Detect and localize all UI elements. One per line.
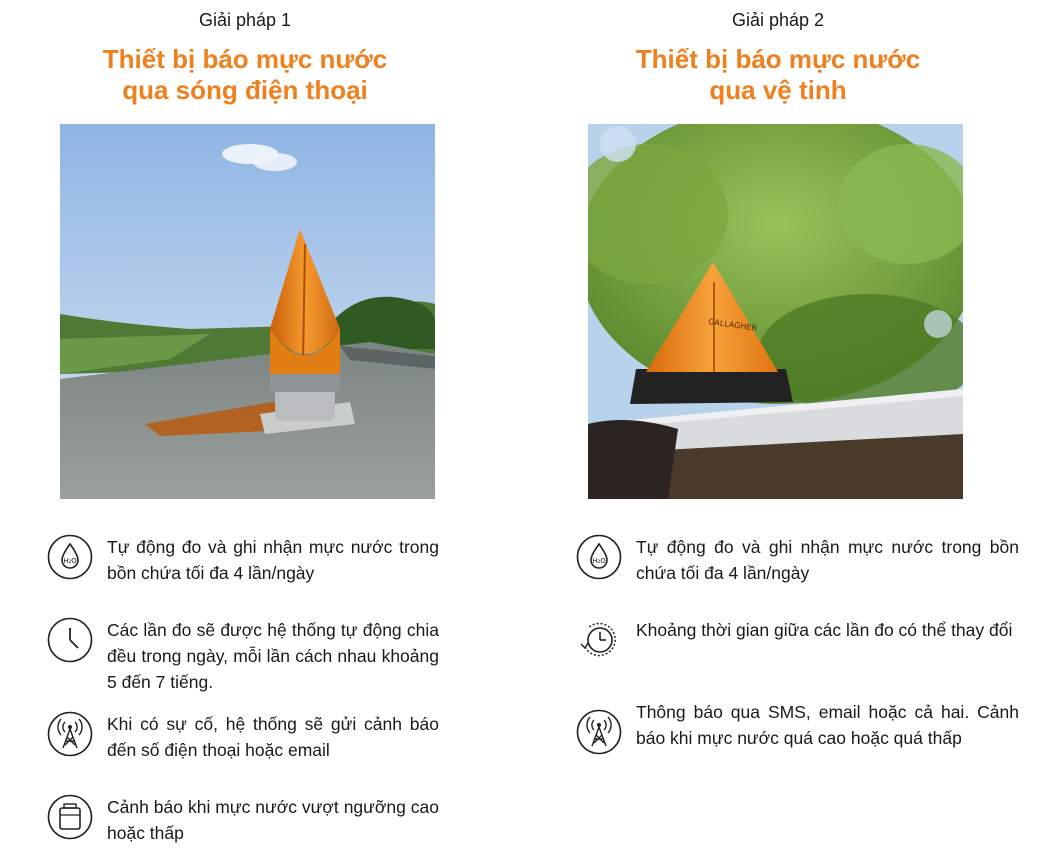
solution-title [0, 44, 490, 106]
water-drop-h2o-icon [576, 534, 622, 580]
feature-item [576, 617, 1019, 663]
feature-text: Khoảng thời gian giữa các lần đo có thể thay đổi [636, 620, 1013, 640]
water-drop-h2o-icon [47, 534, 93, 580]
signal-tower-icon [47, 711, 93, 757]
clock-refresh-icon [576, 617, 622, 663]
title-line-1: Thiết bị báo mực nước [102, 44, 388, 74]
svg-text:GALLAGHER: GALLAGHER [707, 317, 758, 333]
feature-text: Các lần đo sẽ được hệ thống tự động chia đều trong ngày, mỗi lần cách nhau khoảng 5 đến 7 tiếng. [107, 620, 439, 692]
feature-item [47, 794, 439, 846]
svg-text:H₂O: H₂O [63, 557, 77, 565]
device-photo-satellite [588, 124, 963, 499]
signal-tower-icon [576, 709, 622, 755]
title-line-2: qua vệ tinh [709, 75, 847, 105]
feature-item [576, 534, 1019, 586]
solution-label: Giải pháp 2 [731, 10, 825, 30]
title-line-1: Thiết bị báo mực nước [635, 44, 921, 74]
svg-text:H₂O: H₂O [592, 557, 606, 565]
feature-text: Khi có sự cố, hệ thống sẽ gửi cảnh báo đến số điện thoại hoặc email [107, 714, 439, 760]
feature-item [47, 534, 439, 586]
feature-text: Thông báo qua SMS, email hoặc cả hai. Cảnh báo khi mực nước quá cao hoặc quá thấp [636, 702, 1019, 748]
feature-item [47, 711, 439, 763]
clock-icon [47, 617, 93, 663]
feature-text: Tự động đo và ghi nhận mực nước trong bồn chứa tối đa 4 lần/ngày [107, 537, 439, 583]
feature-item [47, 617, 439, 695]
feature-item [576, 699, 1019, 755]
title-line-2: qua sóng điện thoại [122, 75, 368, 105]
water-tank-icon [47, 794, 93, 840]
feature-text: Cảnh báo khi mực nước vượt ngưỡng cao hoặc thấp [107, 797, 439, 843]
device-photo-cellular [60, 124, 435, 499]
solution-title [528, 44, 1028, 106]
feature-text: Tự động đo và ghi nhận mực nước trong bồn chứa tối đa 4 lần/ngày [636, 537, 1019, 583]
solution-label: Giải pháp 1 [198, 10, 292, 30]
